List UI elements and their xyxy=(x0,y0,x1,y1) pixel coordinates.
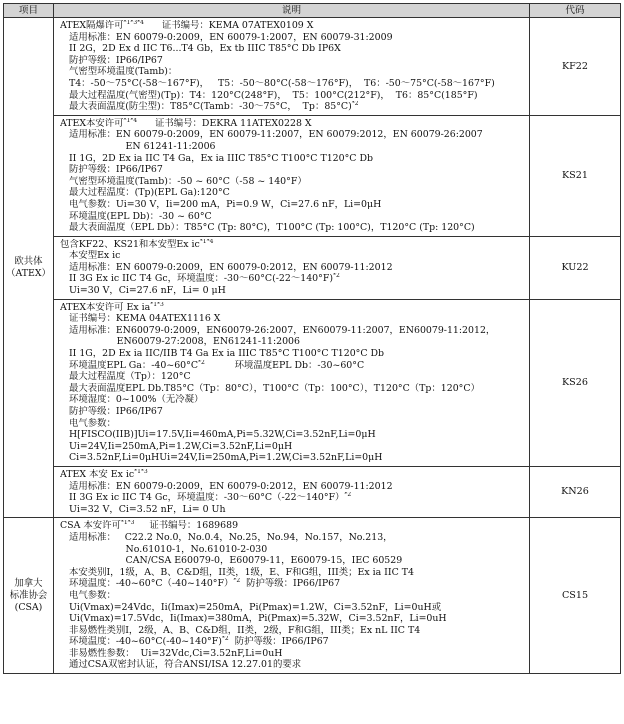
description-line xyxy=(60,504,526,516)
footnote-marker: *1*4 xyxy=(199,238,214,245)
table-row xyxy=(4,466,621,517)
description-line xyxy=(60,348,526,360)
option-code: KS21 xyxy=(530,115,621,236)
line-text: Ui=32 V，Ci=3.52 nF，Li= 0 Uh xyxy=(60,503,226,515)
line-text: 本安型Ex ic xyxy=(60,250,121,262)
description-line xyxy=(60,78,526,90)
region-label: 标准协会 xyxy=(9,589,48,601)
description-line xyxy=(60,313,526,325)
line-text: 最大过程温度(气密型)(Tp)：T4：120°C(248°F)， T5：100°C(212°F)， T6：85°C(185°F) xyxy=(60,89,478,101)
header-code: 代码 xyxy=(530,4,621,18)
line-text-continued: 证书编号：1689689 xyxy=(134,520,239,532)
line-text: 适用标准：EN 60079-0:2009，EN 60079-0:2012，EN 60079-11:2012 xyxy=(60,261,393,273)
line-text-continued: 证书编号：KEMA 07ATEX0109 X xyxy=(143,20,314,31)
region-label: (CSA) xyxy=(14,601,43,613)
line-text: 电气参数： xyxy=(60,417,116,429)
region-cell-csa xyxy=(4,518,54,674)
description-line xyxy=(60,441,526,453)
description-line xyxy=(60,492,526,504)
line-text: H[FISCO(IIB)]Ui=17.5V,Ii=460mA,Pi=5.32W,Ci=3.52nF,Li=0μH xyxy=(60,429,376,441)
description-line xyxy=(60,153,526,165)
line-text: T4：-50～75°C(-58～167°F)， T5：-50～80°C(-58～176°F)， T6：-50～75°C(-58～167°F) xyxy=(60,77,495,89)
region-label: 加拿大 xyxy=(14,578,43,590)
line-text: 最大过程温度：(Tp)(EPL Ga):120°C xyxy=(60,187,230,199)
description-line xyxy=(60,20,526,32)
description-line xyxy=(60,418,526,430)
line-text: CAN/CSA E60079-0，E60079-11，E60079-15，IEC 60529 xyxy=(60,555,403,567)
footnote-marker: *1*3*4 xyxy=(123,20,144,26)
description-line xyxy=(60,406,526,418)
line-text: 环境温度EPL Ga：-40~60°C xyxy=(60,359,198,371)
line-text: 包含KF22、KS21和本安型Ex ic xyxy=(60,238,200,250)
line-text: No.61010-1，No.61010-2-030 xyxy=(60,543,268,555)
description-line xyxy=(60,520,526,532)
description-line xyxy=(60,55,526,67)
description-line xyxy=(60,648,526,660)
line-text-continued: 防护等级：IP66/IP67 xyxy=(240,578,341,590)
line-text: 防护等级：IP66/IP67 xyxy=(60,54,163,66)
description-line xyxy=(60,567,526,579)
line-text: 最大过程温度（Tp）：120°C xyxy=(60,371,191,383)
line-text: Ci=3.52nF,Li=0μHUi=24V,Ii=250mA,Pi=1.2W,Ci=3.52nF,Li=0μH xyxy=(60,452,383,464)
description-line xyxy=(60,90,526,102)
description-line xyxy=(60,285,526,297)
line-text: 环境温度：-40~60°C(-40~140°F) xyxy=(60,636,222,648)
line-text: ATEX 本安 Ex ic xyxy=(60,468,135,480)
description-line xyxy=(60,394,526,406)
description-line xyxy=(60,578,526,590)
description-line xyxy=(60,211,526,223)
description-line xyxy=(60,43,526,55)
description-line xyxy=(60,469,526,481)
description-cell xyxy=(54,236,530,299)
description-line xyxy=(60,625,526,637)
footnote-marker: *2 xyxy=(344,492,352,499)
line-text: II 1G，2D Ex ia IIC/IIB T4 Ga Ex ia IIIC T85°C T100°C T120°C Db xyxy=(60,348,385,360)
line-text: EN60079-27:2008，EN61241-11:2006 xyxy=(60,336,300,348)
description-cell xyxy=(54,299,530,466)
description-line xyxy=(60,429,526,441)
footnote-marker: *2 xyxy=(233,578,241,585)
description-line xyxy=(60,336,526,348)
line-text-continued: 防护等级：IP66/IP67 xyxy=(228,636,329,648)
description-line xyxy=(60,544,526,556)
table-row xyxy=(4,299,621,466)
line-text: 最大表面温度(防尘型)：T85°C(Tamb：-30～75°C， Tp：85°C) xyxy=(60,101,352,113)
line-text: 电气参数： xyxy=(60,589,116,601)
description-line xyxy=(60,164,526,176)
line-text: 环境温度：-40~60°C（-40~140°F） xyxy=(60,578,234,590)
footnote-marker: *1*3 xyxy=(120,520,135,527)
footnote-marker: *2 xyxy=(221,636,229,643)
line-text: 气密型环境温度(Tamb)：-50 ~ 60°C（-58 ~ 140°F） xyxy=(60,175,307,187)
region-label: 欧共体 xyxy=(14,256,43,268)
description-line xyxy=(60,360,526,372)
line-text-continued: 证书编号：DEKRA 11ATEX0228 X xyxy=(137,117,312,129)
line-text: II 3G Ex ic IIC T4 Gc，环境温度：-30～60°C(-22～140°F) xyxy=(60,273,333,285)
line-text: 适用标准：EN60079-0:2009，EN60079-26:2007，EN60079-11:2007，EN60079-11:2012， xyxy=(60,324,496,336)
table-header-row xyxy=(4,4,621,18)
table-row xyxy=(4,18,621,116)
option-code: KU22 xyxy=(530,236,621,299)
line-text: 防护等级：IP66/IP67 xyxy=(60,164,163,176)
line-text: II 3G Ex ic IIC T4 Gc，环境温度：-30～60°C（-22～140°F） xyxy=(60,492,345,504)
description-line xyxy=(60,141,526,153)
line-text: Ui(Vmax)=17.5Vdc，Ii(Imax)=380mA，Pi(Pmax)=5.32W，Ci=3.52nF，Li=0uH xyxy=(60,613,447,625)
line-text: 适用标准： C22.2 No.0，No.0.4，No.25，No.94，No.157，No.213， xyxy=(60,531,393,543)
line-text: II 2G，2D Ex d IIC T6...T4 Gb，Ex tb IIIC T85°C Db IP6X xyxy=(60,43,341,55)
description-cell xyxy=(54,466,530,517)
header-description: 说明 xyxy=(54,4,530,18)
description-line xyxy=(60,555,526,567)
description-line xyxy=(60,239,526,251)
table-row xyxy=(4,236,621,299)
description-line xyxy=(60,590,526,602)
line-text: 非易燃性类别I，2级，A、B、C&D组，II类，2级，F和G组，III类；Ex nL IIC T4 xyxy=(60,624,421,636)
description-line xyxy=(60,383,526,395)
footnote-marker: *2 xyxy=(198,359,205,366)
description-cell xyxy=(54,518,530,674)
line-text: 本安类别I，1级，A、B、C&D组，II类，1级，E、F和G组，III类；Ex ia IIC T4 xyxy=(60,566,414,578)
line-text: ATEX隔爆许可 xyxy=(60,20,124,31)
description-line xyxy=(60,273,526,285)
description-line xyxy=(60,250,526,262)
description-line xyxy=(60,118,526,130)
description-line xyxy=(60,481,526,493)
line-text: 通过CSA双密封认证，符合ANSI/ISA 12.27.01的要求 xyxy=(60,659,302,671)
description-line xyxy=(60,659,526,671)
description-line xyxy=(60,325,526,337)
line-text: 适用标准：EN 60079-0:2009，EN 60079-1:2007，EN 60079-31:2009 xyxy=(60,31,393,43)
line-text: 非易燃性参数： Ui=32Vdc,Ci=3.52nF,Li=0uH xyxy=(60,647,283,659)
line-text: 气密型环境温度(Tamb)： xyxy=(60,66,178,78)
line-text: EN 61241-11:2006 xyxy=(60,140,216,152)
line-text: 电气参数：Ui=30 V，Ii=200 mA，Pi=0.9 W，Ci=27.6 nF，Li=0μH xyxy=(60,198,382,210)
description-line xyxy=(60,222,526,234)
description-line xyxy=(60,371,526,383)
table-row xyxy=(4,115,621,236)
line-text: 适用标准：EN 60079-0:2009，EN 60079-11:2007，EN 60079:2012，EN 60079-26:2007 xyxy=(60,129,483,141)
description-line xyxy=(60,101,526,113)
line-text: 最大表面温度（EPL Db）：T85°C (Tp: 80°C)，T100°C (Tp: 100°C)，T120°C (Tp: 120°C) xyxy=(60,222,475,234)
option-code: KF22 xyxy=(530,18,621,116)
certification-table xyxy=(3,3,621,674)
line-text: Ui=24V,Ii=250mA,Pi=1.2W,Ci=3.52nF,Li=0μH xyxy=(60,440,293,452)
region-cell-eu xyxy=(4,18,54,518)
description-cell xyxy=(54,18,530,116)
description-line xyxy=(60,129,526,141)
option-code: CS15 xyxy=(530,518,621,674)
description-line xyxy=(60,302,526,314)
line-text: 环境温度(EPL Db)：-30 ~ 60°C xyxy=(60,210,212,222)
description-line xyxy=(60,532,526,544)
option-code: KN26 xyxy=(530,466,621,517)
line-text-continued: 环境温度EPL Db：-30~60°C xyxy=(204,359,365,371)
description-line xyxy=(60,602,526,614)
line-text: Ui=30 V，Ci=27.6 nF，Li= 0 μH xyxy=(60,285,226,297)
description-line xyxy=(60,613,526,625)
line-text: 证书编号：KEMA 04ATEX1116 X xyxy=(60,313,221,325)
description-line xyxy=(60,32,526,44)
line-text: 最大表面温度EPL Db.T85°C（Tp：80°C），T100°C（Tp：100°C），T120°C（Tp：120°C） xyxy=(60,382,480,394)
line-text: Ui(Vmax)=24Vdc，Ii(Imax)=250mA，Pi(Pmax)=1.2W，Ci=3.52nF，Li=0uH或 xyxy=(60,601,442,613)
description-line xyxy=(60,452,526,464)
header-item: 项目 xyxy=(4,4,54,18)
description-line xyxy=(60,176,526,188)
footnote-marker: *2 xyxy=(332,273,340,280)
description-line xyxy=(60,199,526,211)
line-text: 适用标准：EN 60079-0:2009，EN 60079-0:2012，EN 60079-11:2012 xyxy=(60,480,393,492)
table-row xyxy=(4,518,621,674)
line-text: 防护等级：IP66/IP67 xyxy=(60,406,163,417)
region-label: （ATEX） xyxy=(6,267,51,279)
line-text: ATEX本安许可 xyxy=(60,117,124,129)
description-cell xyxy=(54,115,530,236)
description-line xyxy=(60,66,526,78)
footnote-marker: *1*4 xyxy=(123,117,138,124)
line-text: II 1G，2D Ex ia IIC T4 Ga，Ex ia IIIC T85°C T100°C T120°C Db xyxy=(60,152,373,164)
option-code: KS26 xyxy=(530,299,621,466)
line-text: 环境湿度：0~100%（无冷凝） xyxy=(60,394,204,406)
description-line xyxy=(60,262,526,274)
footnote-marker: *1*3 xyxy=(150,301,164,308)
footnote-marker: *1*3 xyxy=(134,468,148,475)
description-line xyxy=(60,636,526,648)
footnote-marker: *2 xyxy=(351,101,359,108)
line-text: CSA 本安许可 xyxy=(60,520,121,532)
description-line xyxy=(60,187,526,199)
line-text: ATEX本安许可 Ex ia xyxy=(60,301,151,313)
